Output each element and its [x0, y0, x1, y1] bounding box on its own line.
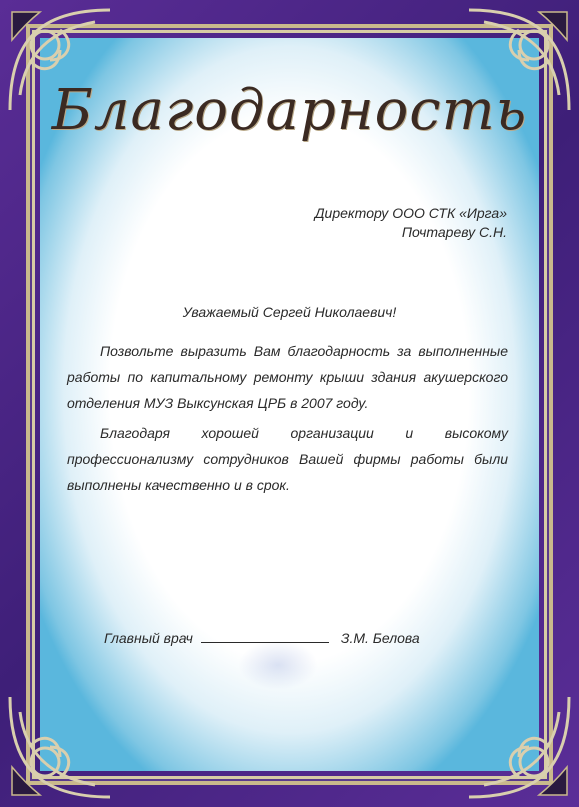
signer-name: З.М. Белова [340, 630, 420, 646]
ornament-corner-icon [459, 687, 579, 807]
addressee-line-1: Директору ООО СТК «Ирга» [314, 205, 507, 221]
paragraph: Позвольте выразить Вам благодарность за выполненные работы по капитальному ремонту крыши здания акушерского отделения МУЗ Выксунская ЦРБ в 2007 году. [67, 343, 508, 411]
addressee-line-2: Почтареву С.Н. [401, 224, 507, 240]
letter-body [67, 338, 508, 502]
signer-position: Главный врач [104, 630, 193, 646]
signature-line [201, 642, 329, 643]
ornament-corner-icon [0, 687, 120, 807]
stamp-mark [238, 640, 318, 690]
paragraph: Благодаря хорошей организации и высокому профессионализму сотрудников Вашей фирмы работы были выполнены качественно и в срок. [67, 425, 508, 493]
addressee-block [315, 204, 507, 242]
signature-block [104, 630, 420, 646]
certificate-title: Благодарность [51, 78, 528, 143]
salutation: Уважаемый Сергей Николаевич! [182, 304, 397, 320]
